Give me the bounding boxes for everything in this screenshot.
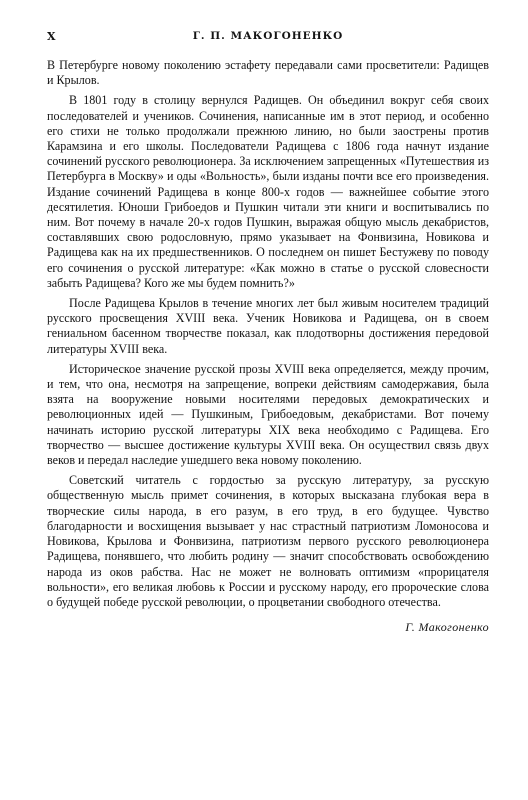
- running-head: [47, 26, 489, 46]
- body-text: [47, 58, 489, 610]
- author-signature: Г. Макогоненко: [405, 620, 489, 635]
- paragraph-1: В Петербурге новому поколению эстафету передавали сами просветители: Радищев и Крылов.: [47, 58, 489, 88]
- header-author: Г. П. МАКОГОНЕНКО: [192, 30, 344, 42]
- paragraph-4: Историческое значение русской прозы XVIII века определяется, между прочим, и тем, что она, несмотря на запрещение, вопреки действиям самодержавия, была взята на вооружение новыми носителями передовых демократических и революционных идей — Пушкиным, Грибоедовым, декабристами. Вот почему начинать историю русской литературы XIX века необходимо с Радищева. Его творчество — высшее достижение культуры XVIII века. Он осуществил связь двух веков и передал наследие ушедшего века новому поколению.: [47, 361, 489, 468]
- page: [47, 26, 489, 635]
- page-number: X: [47, 30, 56, 43]
- paragraph-2: В 1801 году в столицу вернулся Радищев. Он объединил вокруг себя своих последователей и учеников. Сочинения, написанные им в этот период, и особенно его стихи не только продолжали прежнюю линию, но были заострены против Карамзина и его школы. Последователи Радищева с 1806 года начнут издание сочинений русского революционера. За исключением запрещенных «Путешествия из Петербурга в Москву» и оды «Вольность», были изданы почти все его произведения. Издание сочинений Радищева в конце 800-х годов — важнейшее событие этого десятилетия. Юноши Грибоедов и Пушкин читали эти книги и воспитывались по ним. Вот почему в начале 20-х годов Пушкин, выражая общую мысль декабристов, составлявших свою родословную, прямо указывает на Фонвизина, Новикова и Радищева как на их предшественников. О последнем он пишет Бестужеву по поводу его сочинения о русской литературе: «Как можно в статье о русской словесности забыть Радищева? Кого же мы будем помнить?»: [47, 93, 489, 290]
- paragraph-5: Советский читатель с гордостью за русскую литературу, за русскую общественную мысль примет сочинения, в которых высказана глубокая вера в творческие силы народа, в его разум, в его труд, в его будущее. Чувство благодарности и восхищения вызывает у нас страстный патриотизм Ломоносова и Новикова, Крылова и Фонвизина, патриотизм первого русского революционера Радищева, понявшего, что любить родину — значит способствовать освобождению народа из оков рабства. Нас не может не волновать оптимизм «прорицателя вольности», его великая любовь к России и русскому народу, его пророческие слова о будущей победе русской революции, о процветании свободного отечества.: [47, 473, 489, 609]
- paragraph-3: После Радищева Крылов в течение многих лет был живым носителем традиций русского просвещения XVIII века. Ученик Новикова и Радищева, он в своем гениальном басенном творчестве показал, как плодотворны достижения передовой литературы XVIII века.: [47, 296, 489, 356]
